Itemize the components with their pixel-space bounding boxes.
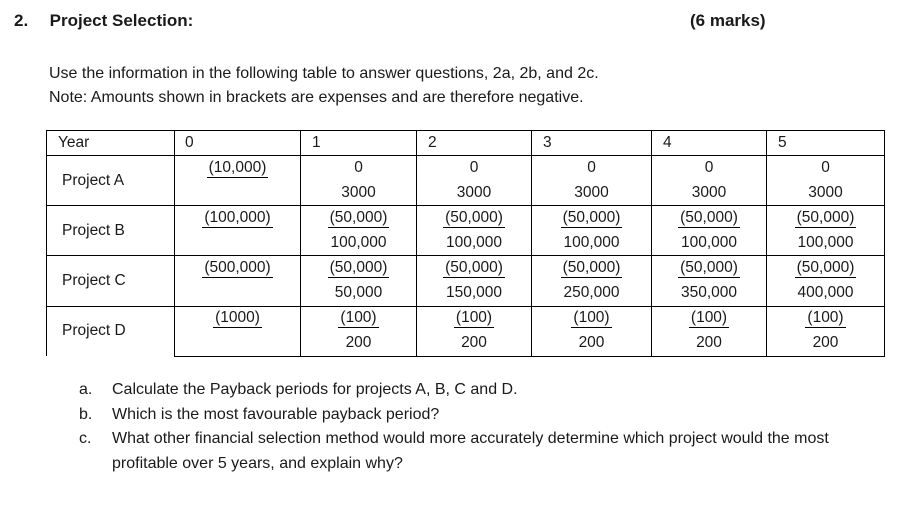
cash-flow-value: 0 xyxy=(821,159,830,177)
cash-flow-cell xyxy=(301,331,417,356)
project-rows xyxy=(47,156,885,357)
cash-flow-cell xyxy=(767,256,885,281)
cash-flow-cell xyxy=(532,206,652,231)
year-label: Year xyxy=(47,131,175,156)
cash-flow-cell xyxy=(652,331,767,356)
cash-flow-cell xyxy=(767,156,885,181)
cash-flow-cell xyxy=(175,231,301,256)
question-item xyxy=(79,403,879,428)
cash-flow-value: 3000 xyxy=(456,183,492,201)
cash-flow-value: 350,000 xyxy=(680,284,738,302)
cash-flow-cell xyxy=(532,256,652,281)
cash-flow-value: (100) xyxy=(573,309,610,327)
question-list xyxy=(79,378,879,476)
cash-flow-value: 0 xyxy=(469,159,479,177)
question-letter: c. xyxy=(79,430,92,447)
question-item xyxy=(79,427,879,476)
cash-flow-value: 0 xyxy=(704,159,714,177)
cash-flow-cell xyxy=(175,156,301,181)
cash-flow-cell xyxy=(767,181,885,206)
cash-flow-cell xyxy=(532,231,652,256)
project-row xyxy=(47,206,885,231)
question-letter: a. xyxy=(79,381,93,398)
cash-flow-value: 3000 xyxy=(691,183,727,201)
cash-flow-cell xyxy=(301,306,417,331)
project-name: Project D xyxy=(47,306,175,356)
cash-flow-value: 3000 xyxy=(808,183,843,201)
cash-flow-cell xyxy=(301,256,417,281)
cash-flow-value: (50,000) xyxy=(445,259,503,277)
cash-flow-value: (50,000) xyxy=(329,259,388,277)
cash-flow-cell xyxy=(175,206,301,231)
cash-flow-cell xyxy=(417,181,532,206)
cash-flow-table xyxy=(46,130,885,357)
project-name: Project A xyxy=(47,156,175,206)
cash-flow-cell xyxy=(532,306,652,331)
cash-flow-cell xyxy=(301,206,417,231)
year-cell: 2 xyxy=(417,131,532,156)
cash-flow-value: 0 xyxy=(587,159,596,177)
cash-flow-cell xyxy=(652,256,767,281)
cash-flow-value: 400,000 xyxy=(797,284,854,302)
cash-flow-value: (50,000) xyxy=(680,259,738,277)
cash-flow-value: (1000) xyxy=(215,309,260,327)
cash-flow-value: (10,000) xyxy=(208,158,267,176)
cash-flow-cell xyxy=(175,281,301,306)
cash-flow-value: 0 xyxy=(354,159,363,177)
cash-flow-value: (50,000) xyxy=(562,259,621,277)
year-cell: 4 xyxy=(652,131,767,156)
question-item xyxy=(79,378,879,403)
question-text: Calculate the Payback periods for projects A, B, C and D. xyxy=(112,381,518,398)
year-cell: 1 xyxy=(301,131,417,156)
cash-flow-value: 50,000 xyxy=(334,284,383,302)
question-text: What other financial selection method would more accurately determine which project would the most profitable over 5 years, and explain why? xyxy=(112,430,829,472)
cash-flow-cell xyxy=(532,181,652,206)
cash-flow-value: 200 xyxy=(578,334,605,352)
project-name: Project C xyxy=(47,256,175,306)
year-header-row xyxy=(47,131,885,156)
cash-flow-cell xyxy=(417,256,532,281)
question-letter: b. xyxy=(79,405,93,423)
cash-flow-value: (100,000) xyxy=(204,208,271,226)
cash-flow-cell xyxy=(417,206,532,231)
cash-flow-cell xyxy=(532,156,652,181)
cash-flow-value: 200 xyxy=(696,334,722,352)
cash-flow-cell xyxy=(301,231,417,256)
project-name: Project B xyxy=(47,206,175,256)
year-cell: 3 xyxy=(532,131,652,156)
cash-flow-cell xyxy=(175,181,301,206)
cash-flow-cell xyxy=(175,331,301,356)
cash-flow-cell xyxy=(301,156,417,181)
note-line: Note: Amounts shown in brackets are expenses and are therefore negative. xyxy=(49,89,584,106)
cash-flow-value: (50,000) xyxy=(796,259,855,277)
instruction-line: Use the information in the following table to answer questions, 2a, 2b, and 2c. xyxy=(49,65,599,82)
cash-flow-value: (50,000) xyxy=(445,208,503,226)
marks-label: (6 marks) xyxy=(690,11,766,30)
cash-flow-cell xyxy=(652,306,767,331)
cash-flow-value: 100,000 xyxy=(680,234,738,252)
cash-flow-value: (50,000) xyxy=(796,208,855,226)
cash-flow-cell xyxy=(417,231,532,256)
cash-flow-value: (50,000) xyxy=(680,208,738,226)
cash-flow-cell xyxy=(175,306,301,331)
cash-flow-cell xyxy=(767,206,885,231)
cash-flow-value: 100,000 xyxy=(563,234,620,252)
cash-flow-value: 100,000 xyxy=(445,234,503,252)
project-row xyxy=(47,306,885,331)
cash-flow-value: (100) xyxy=(690,309,728,327)
cash-flow-value: 100,000 xyxy=(797,234,854,252)
year-cell: 0 xyxy=(175,131,301,156)
cash-flow-value: 100,000 xyxy=(330,234,387,252)
cash-flow-cell xyxy=(417,306,532,331)
cash-flow-cell xyxy=(767,331,885,356)
cash-flow-value: (50,000) xyxy=(562,208,621,226)
cash-flow-value: 3000 xyxy=(341,183,376,201)
cash-flow-cell xyxy=(767,306,885,331)
cash-flow-value: 200 xyxy=(812,334,839,352)
cash-flow-value: 200 xyxy=(461,334,487,352)
cash-flow-value: (500,000) xyxy=(204,259,271,277)
cash-flow-cell xyxy=(417,156,532,181)
cash-flow-cell xyxy=(652,206,767,231)
question-number: 2. xyxy=(14,11,29,30)
cash-flow-cell xyxy=(301,281,417,306)
project-row xyxy=(47,156,885,181)
cash-flow-value: (100) xyxy=(340,309,377,327)
cash-flow-cell xyxy=(652,156,767,181)
cash-flow-cell xyxy=(652,281,767,306)
project-row xyxy=(47,256,885,281)
cash-flow-value: (100) xyxy=(807,309,844,327)
question-title: Project Selection: xyxy=(49,11,194,30)
cash-flow-cell xyxy=(532,331,652,356)
cash-flow-cell xyxy=(417,331,532,356)
cash-flow-cell xyxy=(301,181,417,206)
question-heading xyxy=(14,11,774,31)
cash-flow-value: 200 xyxy=(345,334,372,352)
cash-flow-cell xyxy=(175,256,301,281)
question-text: Which is the most favourable payback period? xyxy=(112,405,440,423)
cash-flow-cell xyxy=(767,231,885,256)
year-cell: 5 xyxy=(767,131,885,156)
cash-flow-cell xyxy=(767,281,885,306)
cash-flow-value: 3000 xyxy=(574,183,609,201)
cash-flow-value: (100) xyxy=(455,309,493,327)
cash-flow-cell xyxy=(532,281,652,306)
cash-flow-value: 150,000 xyxy=(445,284,503,302)
cash-flow-value: 250,000 xyxy=(563,284,620,302)
cash-flow-value: (50,000) xyxy=(329,208,388,226)
cash-flow-cell xyxy=(417,281,532,306)
cash-flow-cell xyxy=(652,181,767,206)
cash-flow-cell xyxy=(652,231,767,256)
instructions xyxy=(49,62,599,110)
